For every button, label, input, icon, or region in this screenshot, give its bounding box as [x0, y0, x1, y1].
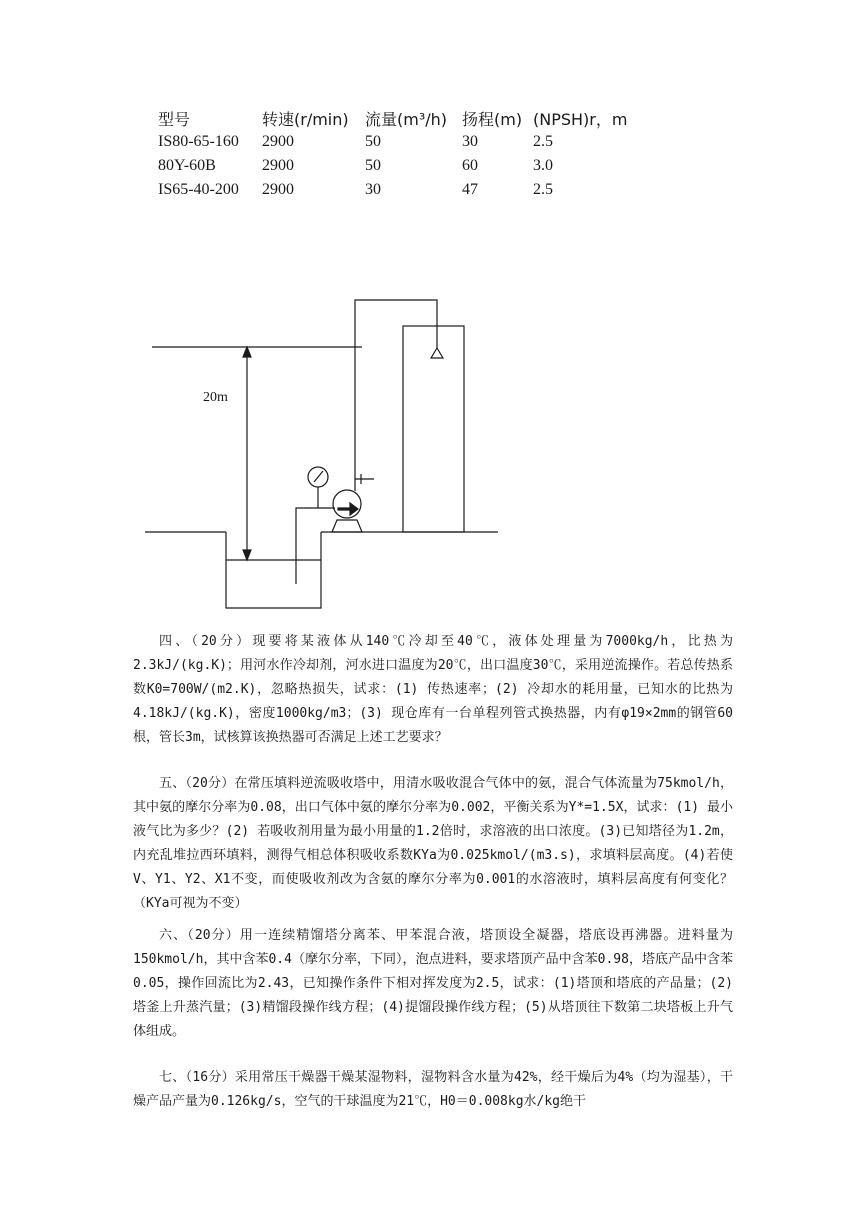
spray-nozzle-icon	[431, 348, 443, 358]
table-cell: 2.5	[533, 133, 553, 150]
table-cell: 60	[462, 157, 478, 174]
table-header-cell: 扬程(m)	[462, 109, 523, 129]
discharge-riser	[355, 300, 437, 479]
problem-four	[133, 630, 733, 750]
problem-six	[133, 924, 733, 1044]
problem-seven-text: 七、（16分）采用常压干燥器干燥某湿物料，湿物料含水量为42%，经干燥后为4%（均为湿基），干燥产品产量为0.126kg/s，空气的干球温度为21℃，H0＝0.008kg水/kg绝干	[133, 1070, 733, 1109]
absorption-tower	[403, 326, 464, 532]
table-row	[158, 154, 643, 178]
height-label: 20m	[203, 390, 228, 405]
problem-six-text: 六、（20分）用一连续精馏塔分离苯、甲苯混合液，塔顶设全凝器，塔底设再沸器。进料量为150kmol/h，其中含苯0.4（摩尔分率，下同），泡点进料，要求塔顶产品中含苯0.98，塔底产品中含苯0.05，操作回流比为2.43，已知操作条件下相对挥发度为2.5，试求：(1)塔顶和塔底的产品量；(2)塔釜上升蒸汽量；(3)精馏段操作线方程；(4)提馏段操作线方程；(5)从塔顶往下数第二块塔板上升气体组成。	[133, 928, 733, 1039]
table-row	[158, 130, 643, 154]
pump-icon	[333, 490, 361, 518]
table-cell: IS65-40-200	[158, 181, 239, 198]
pump-table	[158, 106, 643, 202]
pump-base	[332, 520, 362, 532]
table-header-cell: 转速(r/min)	[262, 109, 349, 129]
dimension-arrow-top	[243, 347, 251, 357]
table-cell: 2.5	[533, 181, 553, 198]
table-cell: 3.0	[533, 157, 553, 174]
suction-pipe	[296, 508, 335, 584]
table-cell: 2900	[262, 157, 294, 174]
discharge-pipe-stub	[355, 479, 374, 491]
table-cell: 50	[365, 157, 381, 174]
table-cell: 50	[365, 133, 381, 150]
gauge-needle	[314, 471, 323, 482]
pump-flow-arrow	[338, 503, 358, 515]
dimension-arrow-bottom	[243, 550, 251, 560]
table-cell: 30	[365, 181, 381, 198]
table-cell: 47	[462, 181, 478, 198]
table-cell: IS80-65-160	[158, 133, 239, 150]
table-cell: 2900	[262, 133, 294, 150]
table-header-cell: 型号	[158, 109, 191, 129]
problem-five	[133, 772, 733, 916]
table-cell: 80Y-60B	[158, 157, 216, 174]
table-header-cell: 流量(m³/h)	[365, 109, 448, 129]
table-cell: 2900	[262, 181, 294, 198]
sump-pit	[226, 532, 321, 608]
table-header-row	[158, 106, 643, 130]
problem-seven	[133, 1066, 733, 1114]
table-cell: 30	[462, 133, 478, 150]
problem-four-text: 四、（20分）现要将某液体从140℃冷却至40℃，液体处理量为7000kg/h，比热为2.3kJ/(kg.K)；用河水作冷却剂，河水进口温度为20℃，出口温度30℃，采用逆流操作。若总传热系数K0=700W/(m2.K)，忽略热损失，试求：(1) 传热速率；(2) 冷却水的耗用量，已知水的比热为4.18kJ/(kg.K)，密度1000kg/m3；(3) 现仓库有一台单程列管式换热器，内有φ19×2mm的钢管60根，管长3m，试核算该换热器可否满足上述工艺要求？	[133, 634, 733, 745]
table-header-cell: (NPSH)r，m	[533, 109, 628, 129]
problem-five-text: 五、（20分）在常压填料逆流吸收塔中，用清水吸收混合气体中的氨，混合气体流量为75kmol/h，其中氨的摩尔分率为0.08，出口气体中氨的摩尔分率为0.002，平衡关系为Y*=1.5X，试求：(1) 最小液气比为多少？(2) 若吸收剂用量为最小用量的1.2倍时，求溶液的出口浓度。(3)已知塔径为1.2m，内充乱堆拉西环填料，测得气相总体积吸收系数KYa为0.025kmol/(m3.s)，求填料层高度。(4)若使V、Y1、Y2、X1不变，而使吸收剂改为含氨的摩尔分率为0.001的水溶液时，填料层高度有何变化？（KYa可视为不变）	[133, 776, 733, 911]
pump-system-diagram	[140, 296, 510, 616]
table-row	[158, 178, 643, 202]
